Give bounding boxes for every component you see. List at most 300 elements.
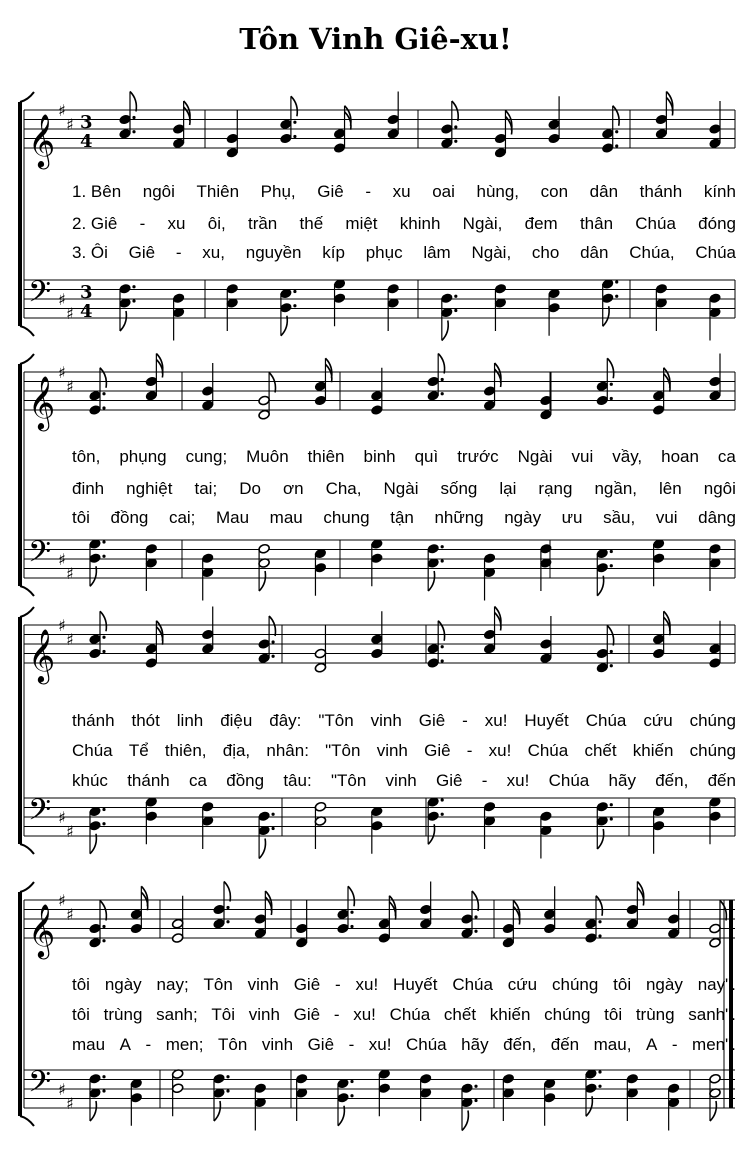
lyric-syllable: Tể <box>128 741 149 760</box>
lyric-syllable: ngần, <box>594 479 638 498</box>
note-head <box>89 634 101 645</box>
lyric-syllable: thiên, <box>164 741 207 760</box>
bracket-hook <box>20 354 34 364</box>
note-head <box>602 128 614 139</box>
lyric-syllable: trước <box>457 447 499 466</box>
bracket-hook <box>20 326 34 336</box>
lyric-syllable: tai; <box>194 479 218 498</box>
note-head <box>213 1073 225 1084</box>
bracket-hook <box>20 1116 34 1126</box>
note-head <box>585 933 597 944</box>
note-head <box>145 543 157 554</box>
note-head <box>667 928 679 939</box>
dot-icon <box>441 659 444 662</box>
lyric-syllable: - <box>365 182 371 201</box>
note-head <box>295 923 307 934</box>
lyric-syllable: ca <box>189 771 207 790</box>
lyric-syllable: Chúa <box>452 975 493 994</box>
note-head <box>483 801 495 812</box>
lyric-syllable: Tôn <box>203 975 233 994</box>
dot-icon <box>598 1070 601 1073</box>
note-head <box>427 376 439 387</box>
note-head <box>213 904 225 915</box>
note-head <box>548 119 560 130</box>
note-head <box>540 639 552 650</box>
lyric-syllable: tận <box>390 508 414 527</box>
sharp-icon: ♯ <box>58 891 66 910</box>
lyric-syllable: khinh <box>399 214 441 233</box>
note-head <box>626 904 638 915</box>
lyric-syllable: hãy <box>608 771 636 790</box>
lyric-syllable: xu! <box>488 741 512 760</box>
bracket-hook <box>20 844 34 854</box>
note-head <box>502 1073 514 1084</box>
note-head <box>483 643 495 654</box>
note-head <box>655 114 667 125</box>
dot-icon <box>132 116 135 119</box>
lyric-syllable: lại <box>499 479 517 498</box>
lyric-syllable: nguyền <box>245 243 302 262</box>
lyric-syllable: 1. Bên <box>72 182 122 201</box>
note-head <box>602 293 614 304</box>
note-head <box>596 648 608 659</box>
lyric-syllable: vinh <box>261 1035 294 1054</box>
note-head <box>280 119 292 130</box>
note-head <box>145 376 157 387</box>
note-head <box>280 302 292 313</box>
lyric-syllable: thót <box>131 711 160 730</box>
flag-icon <box>597 576 603 596</box>
note-head <box>371 553 383 564</box>
dot-icon <box>132 130 135 133</box>
lyric-syllable: Chúa <box>695 243 736 262</box>
note-head <box>89 648 101 659</box>
flag-icon <box>348 886 354 906</box>
dot-icon <box>454 140 457 143</box>
treble-staff <box>24 372 735 410</box>
note-head <box>226 133 238 144</box>
lyric-syllable: rạng <box>538 479 573 498</box>
dot-icon <box>474 1099 477 1102</box>
dot-icon <box>293 121 296 124</box>
lyric-syllable: ôi, <box>207 214 226 233</box>
flag-icon <box>607 626 613 646</box>
note-head <box>89 390 101 401</box>
note-head <box>202 553 214 564</box>
note-head <box>427 390 439 401</box>
flag-icon <box>607 358 613 378</box>
note-head <box>548 302 560 313</box>
note-head <box>119 114 131 125</box>
note-head <box>652 553 664 564</box>
lyric-line <box>72 1004 736 1026</box>
dot-icon <box>441 559 444 562</box>
dot-icon <box>226 920 229 923</box>
flag-icon <box>259 839 265 859</box>
dot-icon <box>441 392 444 395</box>
note-head <box>130 909 142 920</box>
lyric-syllable: Giê <box>293 1005 321 1024</box>
note-head <box>171 1083 183 1094</box>
sharp-icon: ♯ <box>58 616 66 635</box>
dot-icon <box>474 915 477 918</box>
lyric-syllable: tôi <box>604 1005 623 1024</box>
lyric-syllable: đến <box>550 1035 580 1054</box>
note-head <box>145 390 157 401</box>
note-head <box>655 283 667 294</box>
sharp-icon: ♯ <box>66 304 74 323</box>
note-head <box>314 395 326 406</box>
lyric-line <box>72 242 736 264</box>
dot-icon <box>441 378 444 381</box>
lyric-line <box>72 1034 736 1056</box>
note-head <box>258 409 270 420</box>
note-head <box>258 543 270 554</box>
lyric-syllable: Giê <box>317 182 344 201</box>
lyric-syllable: Chúa <box>635 214 676 233</box>
note-head <box>378 933 390 944</box>
flag-icon <box>596 896 602 916</box>
lyric-syllable: sầu, <box>603 508 636 527</box>
sharp-icon: ♯ <box>66 115 74 134</box>
lyric-syllable: ngôi <box>142 182 175 201</box>
dot-icon <box>102 939 105 942</box>
dot-icon <box>132 285 135 288</box>
note-head <box>502 937 514 948</box>
dot-icon <box>102 392 105 395</box>
lyric-syllable: nay; <box>156 975 189 994</box>
dot-icon <box>441 813 444 816</box>
note-head <box>655 128 667 139</box>
lyric-syllable: miệt <box>345 214 378 233</box>
lyric-syllable: - <box>671 1035 678 1054</box>
note-head <box>709 376 721 387</box>
note-head <box>258 653 270 664</box>
note-head <box>709 643 721 654</box>
flag-icon <box>472 891 478 911</box>
note-head <box>145 658 157 669</box>
note-head <box>419 1073 431 1084</box>
lyric-syllable: - <box>466 741 473 760</box>
lyric-syllable: kính <box>703 182 736 201</box>
lyric-syllable: men". <box>692 1035 736 1054</box>
dot-icon <box>102 406 105 409</box>
treble-staff <box>24 900 735 938</box>
lyric-syllable: thân <box>579 214 614 233</box>
note-head <box>202 643 214 654</box>
lyric-syllable: chúng <box>544 1005 591 1024</box>
lyric-line <box>72 181 736 203</box>
dot-icon <box>102 925 105 928</box>
lyric-line <box>72 974 736 996</box>
note-head <box>596 381 608 392</box>
flag-icon <box>720 901 726 921</box>
sharp-icon: ♯ <box>66 822 74 841</box>
flag-icon <box>597 829 603 849</box>
dot-icon <box>610 803 613 806</box>
note-head <box>494 283 506 294</box>
treble-staff <box>24 625 735 663</box>
note-head <box>89 1073 101 1084</box>
dot-icon <box>293 290 296 293</box>
note-head <box>130 923 142 934</box>
note-head <box>540 811 552 822</box>
flag-icon <box>442 321 448 341</box>
lyric-syllable: hùng, <box>476 182 520 201</box>
dot-icon <box>474 930 477 933</box>
note-head <box>548 133 560 144</box>
lyric-syllable: dân <box>580 243 609 262</box>
note-head <box>602 143 614 154</box>
note-head <box>254 1083 266 1094</box>
lyric-syllable: Chúa <box>527 741 569 760</box>
lyric-syllable: thánh <box>127 771 170 790</box>
lyric-syllable: Giê <box>128 243 156 262</box>
sharp-icon: ♯ <box>66 905 74 924</box>
note-head <box>314 648 326 659</box>
note-head <box>387 128 399 139</box>
lyric-syllable: phục <box>365 243 403 262</box>
lyric-syllable: tôi <box>72 1005 90 1024</box>
note-head <box>119 283 131 294</box>
lyric-syllable: Chúa <box>585 711 627 730</box>
flag-icon <box>120 311 126 331</box>
lyric-line <box>72 446 736 468</box>
note-head <box>295 1073 307 1084</box>
lyric-line <box>72 478 736 500</box>
dot-icon <box>615 130 618 133</box>
note-head <box>89 923 101 934</box>
lyric-syllable: - <box>175 243 182 262</box>
note-head <box>626 1073 638 1084</box>
lyric-syllable: A <box>645 1035 658 1054</box>
lyric-syllable: hãy <box>461 1035 489 1054</box>
treble-clef-icon: 𝄞 <box>28 113 56 167</box>
song-title: Tôn Vinh Giê-xu! <box>239 22 512 56</box>
lyric-syllable: cứu <box>507 975 538 994</box>
note-head <box>333 293 345 304</box>
lyric-syllable: vinh <box>248 1005 280 1024</box>
dot-icon <box>454 295 457 298</box>
note-head <box>543 1092 555 1103</box>
note-head <box>145 643 157 654</box>
dot-icon <box>610 397 613 400</box>
lyric-line <box>72 507 736 529</box>
note-head <box>314 562 326 573</box>
lyric-syllable: - <box>145 1035 152 1054</box>
flag-icon <box>269 616 275 636</box>
lyric-syllable: thiên <box>307 447 345 466</box>
lyric-syllable: chúng <box>689 741 736 760</box>
note-head <box>226 147 238 158</box>
flag-icon <box>100 611 106 631</box>
sharp-icon: ♯ <box>58 101 66 120</box>
lyric-syllable: đến <box>707 771 736 790</box>
lyric-syllable: nghiệt <box>126 479 173 498</box>
dot-icon <box>610 650 613 653</box>
dot-icon <box>441 645 444 648</box>
note-head <box>652 405 664 416</box>
sharp-icon: ♯ <box>66 377 74 396</box>
lyric-syllable: đây: <box>269 711 302 730</box>
lyric-syllable: mau, <box>593 1035 632 1054</box>
note-head <box>667 914 679 925</box>
note-head <box>427 811 439 822</box>
time-signature-bottom: 4 <box>80 131 93 152</box>
note-head <box>596 395 608 406</box>
bass-clef-icon: 𝄢 <box>28 1065 52 1107</box>
lyric-syllable: vinh <box>247 975 279 994</box>
lyric-syllable: tôi <box>613 975 632 994</box>
note-head <box>419 918 431 929</box>
lyric-syllable: binh <box>363 447 396 466</box>
note-head <box>337 923 349 934</box>
lyric-syllable: thánh <box>72 711 115 730</box>
lyric-syllable: xu! <box>506 771 530 790</box>
lyric-syllable: ngôi <box>703 479 736 498</box>
dot-icon <box>271 813 274 816</box>
flag-icon <box>613 106 619 126</box>
note-head <box>258 811 270 822</box>
lyric-syllable: kíp <box>322 243 345 262</box>
lyric-syllable: những <box>434 508 484 527</box>
note-head <box>172 293 184 304</box>
dot-icon <box>350 1080 353 1083</box>
note-head <box>709 811 721 822</box>
dot-icon <box>102 808 105 811</box>
note-head <box>171 918 183 929</box>
lyric-syllable: - <box>139 214 146 233</box>
dot-icon <box>102 540 105 543</box>
lyric-syllable: chết <box>443 1005 477 1024</box>
note-head <box>596 801 608 812</box>
lyric-syllable: trùng <box>635 1005 675 1024</box>
note-head <box>709 138 721 149</box>
dot-icon <box>102 555 105 558</box>
note-head <box>213 918 225 929</box>
lyric-syllable: Chúa <box>72 741 113 760</box>
treble-clef-icon: 𝄞 <box>28 375 56 429</box>
lyric-syllable: cho <box>531 243 560 262</box>
dot-icon <box>293 304 296 307</box>
dot-icon <box>271 827 274 830</box>
note-head <box>172 124 184 135</box>
lyric-syllable: vinh <box>370 711 402 730</box>
lyric-syllable: cung; <box>185 447 228 466</box>
bass-clef-icon: 𝄢 <box>28 535 52 577</box>
note-head <box>378 918 390 929</box>
lyric-line <box>72 710 736 732</box>
lyric-syllable: - <box>462 711 468 730</box>
note-head <box>483 386 495 397</box>
note-head <box>441 124 453 135</box>
lyric-syllable: Tôi <box>211 1005 236 1024</box>
note-head <box>494 133 506 144</box>
note-head <box>427 658 439 669</box>
lyric-line <box>72 213 736 235</box>
dot-icon <box>615 280 618 283</box>
lyric-syllable: Do <box>239 479 261 498</box>
note-head <box>596 562 608 573</box>
lyric-syllable: Muôn <box>246 447 289 466</box>
note-head <box>337 1092 349 1103</box>
dot-icon <box>441 798 444 801</box>
note-head <box>652 634 664 645</box>
lyric-syllable: nhân: <box>266 741 309 760</box>
dot-icon <box>598 1085 601 1088</box>
note-head <box>119 128 131 139</box>
lyric-syllable: xu <box>392 182 411 201</box>
flag-icon <box>428 571 434 591</box>
flag-icon <box>90 1101 96 1121</box>
bass-clef-icon: 𝄢 <box>28 793 52 835</box>
lyric-syllable: oai <box>432 182 455 201</box>
note-head <box>419 904 431 915</box>
lyric-syllable: nay". <box>697 975 736 994</box>
flag-icon <box>100 368 106 388</box>
lyric-syllable: trùng <box>103 1005 143 1024</box>
dot-icon <box>610 817 613 820</box>
note-head <box>202 801 214 812</box>
lyric-syllable: xu! <box>353 1005 376 1024</box>
lyric-syllable: đến, <box>503 1035 537 1054</box>
dot-icon <box>350 1094 353 1097</box>
flag-icon <box>586 1096 592 1116</box>
lyric-syllable: dân <box>589 182 619 201</box>
lyric-syllable: - <box>481 771 488 790</box>
note-head <box>258 395 270 406</box>
lyric-syllable: Ngài, <box>471 243 512 262</box>
note-head <box>333 143 345 154</box>
lyric-syllable: Tôn <box>218 1035 248 1054</box>
lyric-syllable: đem <box>524 214 558 233</box>
dot-icon <box>102 650 105 653</box>
flag-icon <box>269 373 275 393</box>
flag-icon <box>291 96 297 116</box>
note-head <box>314 801 326 812</box>
lyric-syllable: ngày <box>645 975 683 994</box>
note-head <box>371 405 383 416</box>
sharp-icon: ♯ <box>58 1080 66 1099</box>
lyric-syllable: Huyết <box>393 975 438 994</box>
lyric-syllable: đến, <box>655 771 689 790</box>
lyric-line <box>72 740 736 762</box>
lyric-syllable: tâu: <box>283 771 312 790</box>
note-head <box>202 400 214 411</box>
lyric-syllable: vầy, <box>612 447 643 466</box>
bass-staff <box>24 798 735 836</box>
note-head <box>314 381 326 392</box>
dot-icon <box>293 135 296 138</box>
bass-clef-icon: 𝄢 <box>28 275 52 317</box>
lyric-syllable: đồng <box>110 508 149 527</box>
lyric-syllable: xu <box>167 214 186 233</box>
flag-icon <box>90 834 96 854</box>
note-head <box>483 400 495 411</box>
lyric-syllable: con <box>540 182 569 201</box>
lyric-syllable: Huyết <box>524 711 569 730</box>
lyric-syllable: đồng <box>226 771 265 790</box>
note-head <box>254 914 266 925</box>
dot-icon <box>226 906 229 909</box>
time-signature-bottom: 4 <box>80 301 93 322</box>
dot-icon <box>271 655 274 658</box>
lyric-syllable: xu! <box>484 711 508 730</box>
flag-icon <box>214 1101 220 1121</box>
lyric-syllable: chúng <box>689 711 736 730</box>
note-head <box>461 1083 473 1094</box>
lyric-syllable: xu! <box>368 1035 392 1054</box>
